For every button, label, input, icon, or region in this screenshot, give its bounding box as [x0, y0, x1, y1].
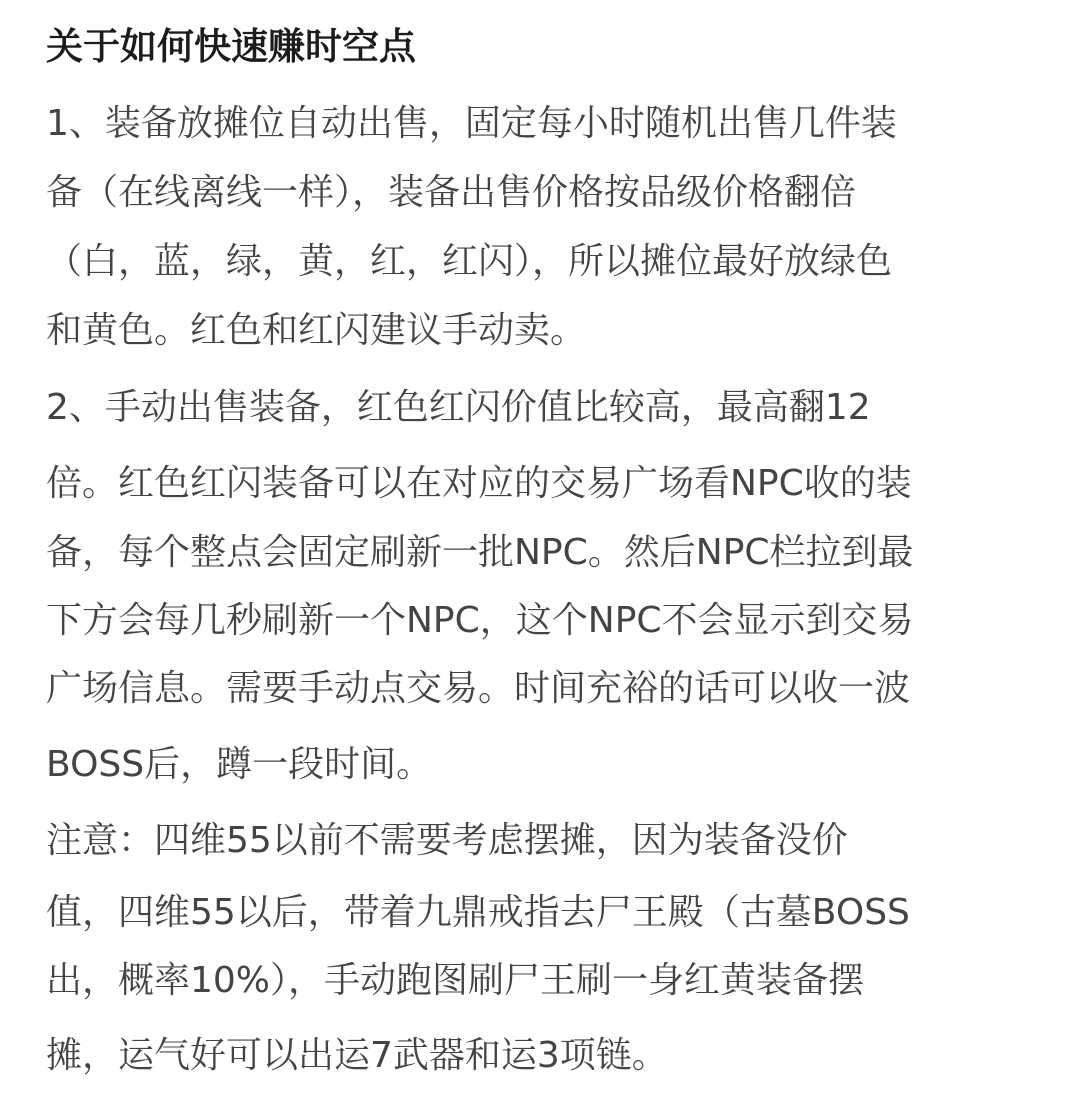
body-line-1: 1、装备放摊位自动出售，固定每小时随机出售几件装 — [46, 103, 897, 144]
body-line-6: 倍。红色红闪装备可以在对应的交易广场看NPC收的装 — [46, 463, 912, 504]
body-line-14: 摊，运气好可以出运7武器和运3项链。 — [46, 1035, 668, 1076]
body-line-12: 值，四维55以后，带着九鼎戒指去尸王殿（古墓BOSS — [46, 892, 910, 933]
body-line-8: 下方会每几秒刷新一个NPC，这个NPC不会显示到交易 — [46, 600, 914, 641]
body-line-11: 注意：四维55以前不需要考虑摆摊，因为装备没价 — [46, 820, 848, 861]
body-line-9: 广场信息。需要手动点交易。时间充裕的话可以收一波 — [46, 668, 911, 709]
body-line-7: 备，每个整点会固定刷新一批NPC。然后NPC栏拉到最 — [46, 532, 914, 573]
body-line-2: 备（在线离线一样），装备出售价格按品级价格翻倍 — [46, 172, 857, 213]
article-title: 关于如何快速赚时空点 — [46, 25, 416, 68]
body-line-10: BOSS后，蹲一段时间。 — [46, 744, 433, 785]
body-line-5: 2、手动出售装备，红色红闪价值比较高，最高翻12 — [46, 387, 871, 428]
body-line-4: 和黄色。红色和红闪建议手动卖。 — [46, 310, 587, 351]
body-line-13: 出，概率10%），手动跑图刷尸王刷一身红黄装备摆 — [46, 960, 865, 1001]
body-line-3: （白，蓝，绿，黄，红，红闪），所以摊位最好放绿色 — [46, 241, 893, 282]
